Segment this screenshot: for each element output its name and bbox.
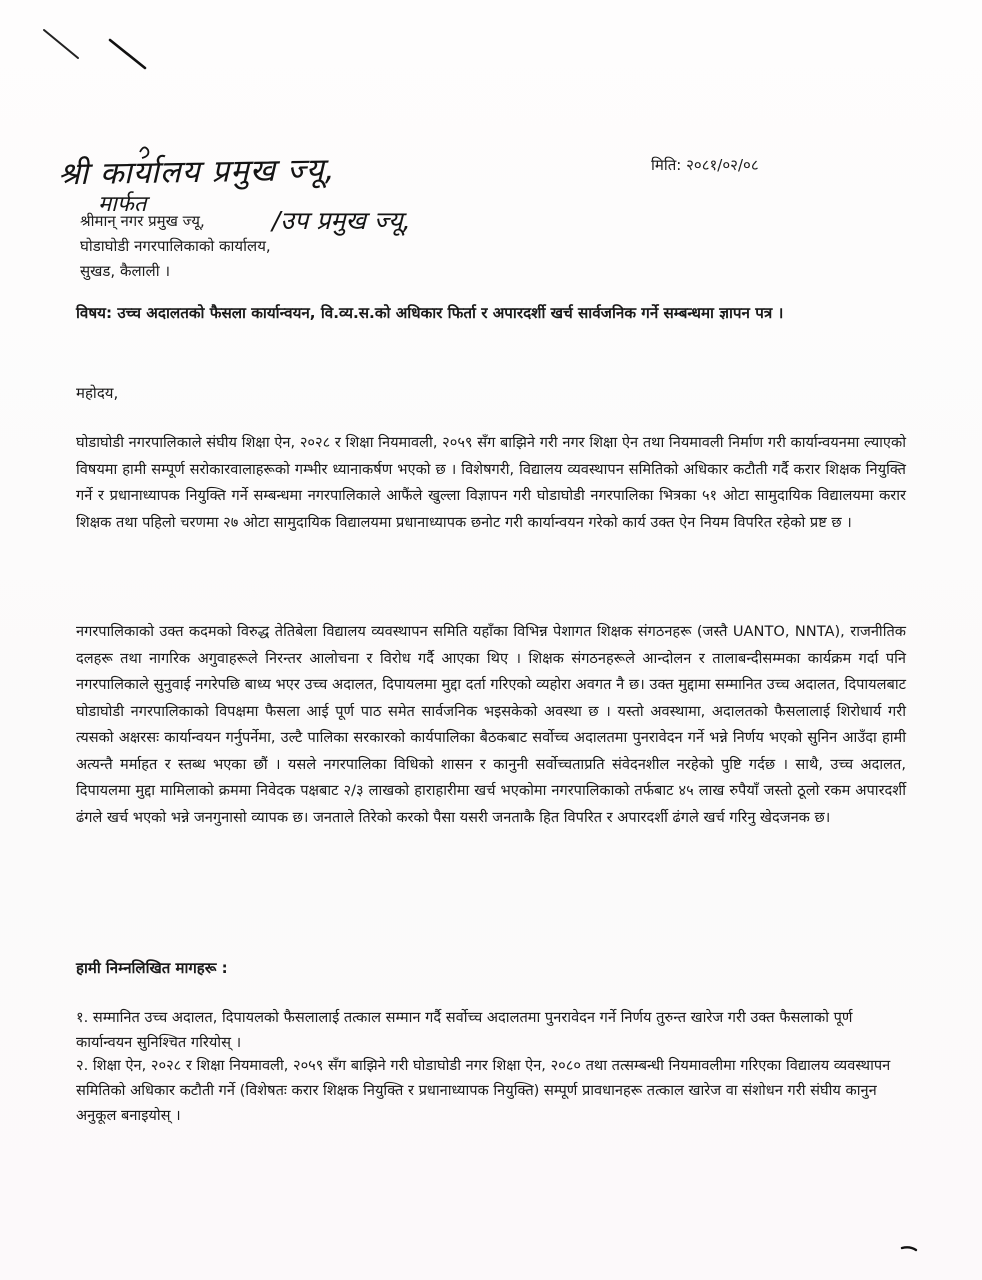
salutation: महोदय,	[76, 384, 119, 402]
demand-item: १. सम्मानित उच्च अदालत, दिपायलको फैसलालाई तत्काल सम्मान गर्दै सर्वोच्च अदालतमा पुनरावेदन गर्ने निर्णय तुरुन्त खारेज गरी उक्त फैसलाको पूर्ण कार्यान्वयन सुनिश्चित गरियोस् ।	[76, 1009, 853, 1051]
body-paragraph: घोडाघोडी नगरपालिकाले संघीय शिक्षा ऐन, २०२८ र शिक्षा नियमावली, २०५९ सँग बाझिने गरी नगर शिक्षा ऐन तथा नियमावली निर्माण गरी कार्यान्वयनमा ल्याएको विषयमा हामी सम्पूर्ण सरोकारवालाहरूको गम्भीर ध्यानाकर्षण भएको छ । विशेषगरी, विद्यालय व्यवस्थापन समितिको अधिकार कटौती गर्दै करार शिक्षक नियुक्ति गर्ने र प्रधानाध्यापक नियुक्ति गर्ने सम्बन्धमा नगरपालिकाले आफैंले खुल्ला विज्ञापन गरी घोडाघोडी नगरपालिका भित्रका ५१ ओटा सामुदायिक विद्यालयमा करार शिक्षक तथा पहिलो चरणमा २७ ओटा सामुदायिक विद्यालयमा प्रधानाध्यापक छनोट गरी कार्यान्वयन गरेको कार्य उक्त ऐन नियम विपरित रहेको प्रष्ट छ ।	[76, 434, 906, 531]
handwritten-recipient: श्री कार्यालय प्रमुख ज्यू,	[57, 151, 336, 193]
demand-item: २. शिक्षा ऐन, २०२८ र शिक्षा नियमावली, २०५९ सँग बाझिने गरी घोडाघोडी नगर शिक्षा ऐन, २०८० तथा तत्सम्बन्धी नियमावलीमा गरिएका विद्यालय व्यवस्थापन समितिको अधिकार कटौती गर्ने (विशेषतः करार शिक्षक नियुक्ति र प्रधानाध्यापक नियुक्ति) सम्पूर्ण प्रावधानहरू तत्काल खारेज वा संशोधन गरी संघीय कानुन अनुकूल बनाइयोस् ।	[76, 1057, 891, 1124]
pen-stroke-mark	[902, 1247, 916, 1250]
letter-subject: विषय: उच्च अदालतको फैसला कार्यान्वयन, वि.व्य.स.को अधिकार फिर्ता र अपारदर्शी खर्च सार्वजनिक गर्ने सम्बन्धमा ज्ञापन पत्र ।	[76, 304, 784, 322]
address-line: घोडाघोडी नगरपालिकाको कार्यालय,	[80, 237, 271, 255]
pen-stroke-mark	[44, 30, 78, 58]
letter-date: मिति: २०८१/०२/०८	[651, 156, 759, 174]
demands-heading: हामी निम्नलिखित मागहरू :	[76, 959, 228, 977]
handwritten-deputy-mayor: /उप प्रमुख ज्यू,	[272, 206, 411, 235]
body-paragraph: नगरपालिकाको उक्त कदमको विरुद्ध तेतिबेला विद्यालय व्यवस्थापन समिति यहाँका विभिन्न पेशागत शिक्षक संगठनहरू (जस्तै UANTO, NNTA), राजनीतिक दलहरू तथा नागरिक अगुवाहरूले निरन्तर आलोचना र विरोध गर्दै आएका थिए । शिक्षक संगठनहरूले आन्दोलन र तालाबन्दीसम्मका कार्यक्रम गर्दा पनि नगरपालिकाले सुनुवाई नगरेपछि बाध्य भएर उच्च अदालत, दिपायलमा मुद्दा दर्ता गरिएको व्यहोरा अवगत नै छ। उक्त मुद्दामा सम्मानित उच्च अदालत, दिपायलबाट घोडाघोडी नगरपालिकाको विपक्षमा फैसला आई पूर्ण पाठ समेत सार्वजनिक भइसकेको अवस्था छ । यस्तो अवस्थामा, अदालतको फैसलालाई शिरोधार्य गरी त्यसको अक्षरसः कार्यान्वयन गर्नुपर्नेमा, उल्टै पालिका सरकारको कार्यपालिका बैठकबाट सर्वोच्च अदालतमा पुनरावेदन गर्ने भन्ने निर्णय भएको सुनिन आउँदा हामी अत्यन्तै मर्माहत र स्तब्ध भएका छौं । यसले नगरपालिका विधिको शासन र कानुनी सर्वोच्चताप्रति संवेदनशील नरहेको पुष्टि गर्दछ । साथै, उच्च अदालत, दिपायलमा मुद्दा मामिलाको क्रममा निवेदक पक्षबाट २/३ लाखको हाराहारीमा खर्च भएकोमा नगरपालिकाको तर्फबाट ४५ लाख रुपैयाँ जस्तो ठूलो रकम अपारदर्शी ढंगले खर्च भएको भन्ने जनगुनासो व्यापक छ। जनताले तिरेको करको पैसा यसरी जनताकै हित विपरित र अपारदर्शी ढंगले खर्च गरिनु खेदजनक छ।	[76, 623, 906, 826]
address-line: सुखड, कैलाली ।	[80, 262, 171, 280]
handwritten-via: मार्फत	[98, 192, 147, 217]
address-line: श्रीमान् नगर प्रमुख ज्यू,	[80, 212, 205, 230]
pen-stroke-mark	[110, 40, 145, 68]
